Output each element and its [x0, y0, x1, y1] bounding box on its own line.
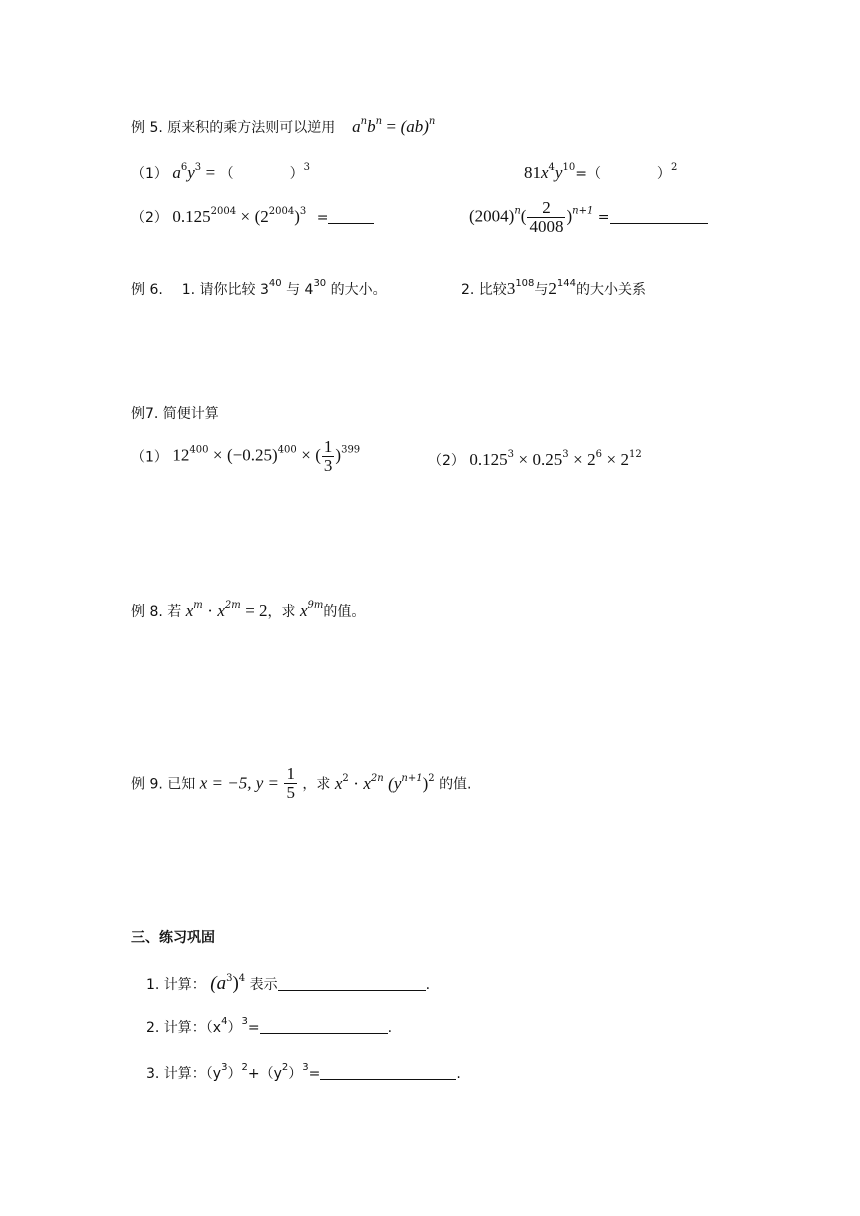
example-5-label: 例 5. 原来积的乘方法则可以逆用 [131, 120, 336, 136]
example-9-label: 例 9. 已知 [131, 776, 196, 793]
answer-blank[interactable] [328, 209, 374, 224]
example-5-q2-right: $(2004)^n$( $\frac{2}{4008}$ )$^{n+1}$ = [469, 199, 708, 236]
example-7-q1: （1） $12^{400} \times (-0.25)^{400}$ × ( $\frac{1}{3}$ )$^{399}$ [131, 437, 361, 475]
example-9-line: 例 9. 已知 x = −5, y = $\frac{1}{5}$ ，求 $x^2 \cdot x^{2n}$ $(y^{n+1})^2$ 的值. [131, 764, 472, 802]
example-8-line: 例 8. 若 $x^m \cdot x^{2m} = 2$，求 $x^{9m}$的值。 [131, 600, 366, 620]
answer-blank[interactable] [320, 1065, 456, 1080]
example-6-part2: 2. 比较$3^{108}$与$2^{144}$的大小关系 [461, 278, 646, 298]
answer-blank[interactable] [278, 976, 426, 991]
answer-blank[interactable] [610, 209, 708, 224]
example-6-line [131, 279, 387, 299]
example-8-label: 例 8. 若 [131, 604, 182, 620]
example-5-q1-left: （1） $a^6y^3$ = （ ）$^3$ [131, 162, 311, 182]
example-7-label: 例7. 简便计算 [131, 406, 219, 422]
fraction: $\frac{1}{3}$ [323, 437, 333, 475]
fraction: $\frac{2}{4008}$ [529, 198, 564, 236]
example-5-q2-left: （2） $0.125^{2004} \times (2^{2004})^3$ = [131, 207, 374, 227]
example-5-line [131, 117, 435, 137]
example-5-formula: $a^nb^n = (ab)^n$ [352, 116, 436, 136]
practice-item-1: 1. 计算： $(a^3)^4$ 表示 . [146, 973, 431, 994]
example-7-q2: （2） $0.125^3 \times 0.25^3 \times 2^6 \times 2^{12}$ [428, 449, 642, 469]
example-6-label: 例 6. [131, 282, 163, 298]
answer-blank[interactable] [260, 1019, 388, 1034]
practice-item-3: 3. 计算：$(y^3)^2+(y^2)^3=$ . [146, 1062, 461, 1082]
practice-item-2: 2. 计算：$(x^4)^3=$ . [146, 1016, 393, 1036]
fraction: $\frac{1}{5}$ [286, 764, 295, 802]
example-5-q1-right: $81x^4y^{10}=$（ ）$^2$ [524, 162, 678, 182]
example-6-part1: 1. 请你比较 $3^{40}$ 与 $4^{30}$ 的大小。 [181, 278, 387, 298]
section-3-title: 三、练习巩固 [131, 930, 215, 946]
